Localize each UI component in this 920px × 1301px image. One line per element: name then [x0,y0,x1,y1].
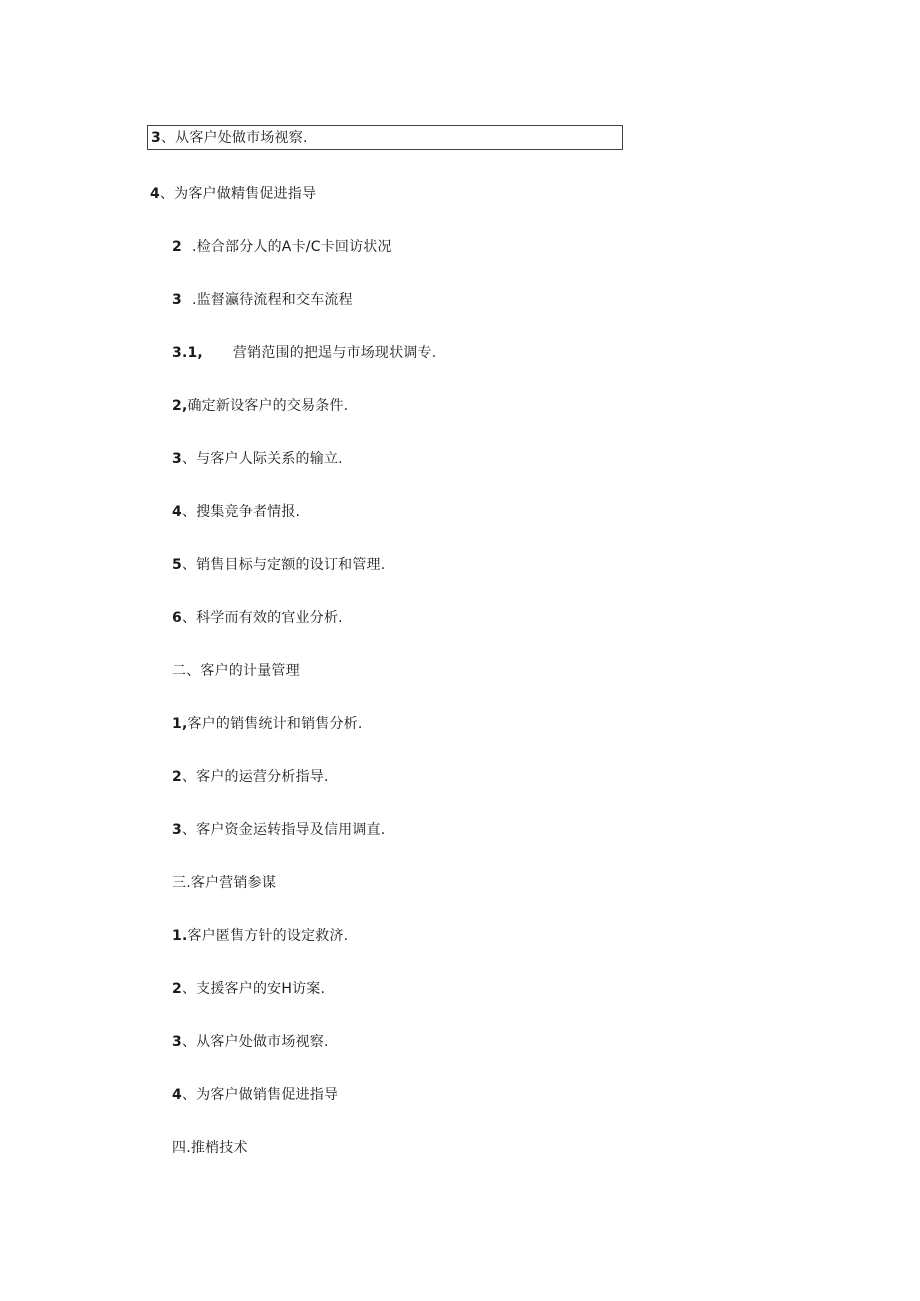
line-number: 2 [172,239,182,255]
line-number: 1. [172,928,188,944]
text-line [172,715,363,733]
line-text: 、从客户处做市场视察. [181,1034,329,1050]
text-line [172,821,385,839]
line-number: 2 [172,981,182,997]
section-heading [172,662,300,680]
text-line [172,556,385,574]
line-text: 、销售目标与定额的设订和管理. [181,557,386,573]
line-number: 5 [172,557,182,573]
line-text: 、搜集竞争者情报. [181,504,301,520]
line-text: 、为客户做销售促进指导 [181,1087,339,1103]
line-number: 2 [172,769,182,785]
line-text: 、客户资金运转指导及信用调直. [181,822,386,838]
line-number: 3 [172,451,182,467]
line-text: 二、客户的计量管理 [172,663,300,679]
line-text: 、从客户处做市场视察. [160,130,308,146]
text-line [172,609,343,627]
line-text: 客户匿售方针的设定救济. [187,928,349,944]
line-text: 确定新设客户的交易条件. [187,398,349,414]
text-line [172,980,325,998]
line-number: 2, [172,398,188,414]
text-line [150,185,316,203]
text-line [172,291,353,309]
line-text: 、客户的运营分析指导. [181,769,329,785]
line-number: 3 [172,292,182,308]
line-text: 、支援客户的安H访案. [181,981,326,997]
line-number: 3 [151,130,161,146]
text-line [172,238,392,256]
text-line [172,344,436,362]
line-number: 1, [172,716,188,732]
line-number: 3.1, [172,345,203,361]
line-number: 4 [150,186,160,202]
line-number: 3 [172,822,182,838]
text-line [172,768,329,786]
line-text: 营销范围的把逞与市场现状调专. [232,345,437,361]
text-line [151,129,308,147]
line-text: .检合部分人的A卡/C卡回访状况 [191,239,392,255]
section-heading [172,1139,248,1157]
highlighted-line-box [147,125,623,150]
text-line [172,397,348,415]
line-text: 、与客户人际关系的输立. [181,451,343,467]
text-line [172,503,300,521]
line-text: 四.推梢技术 [172,1140,248,1156]
line-text: 客户的销售统计和销售分析. [187,716,363,732]
line-number: 6 [172,610,182,626]
line-text: .监督瀛待流程和交车流程 [191,292,353,308]
line-text: 、科学而有效的官业分析. [181,610,343,626]
text-line [172,927,348,945]
line-number: 4 [172,504,182,520]
text-line [172,1086,338,1104]
line-number: 4 [172,1087,182,1103]
line-text: 三.客户营销参谋 [172,875,277,891]
line-text: 、为客户做精售促进指导 [159,186,317,202]
line-number: 3 [172,1034,182,1050]
section-heading [172,874,276,892]
text-line [172,450,343,468]
text-line [172,1033,329,1051]
